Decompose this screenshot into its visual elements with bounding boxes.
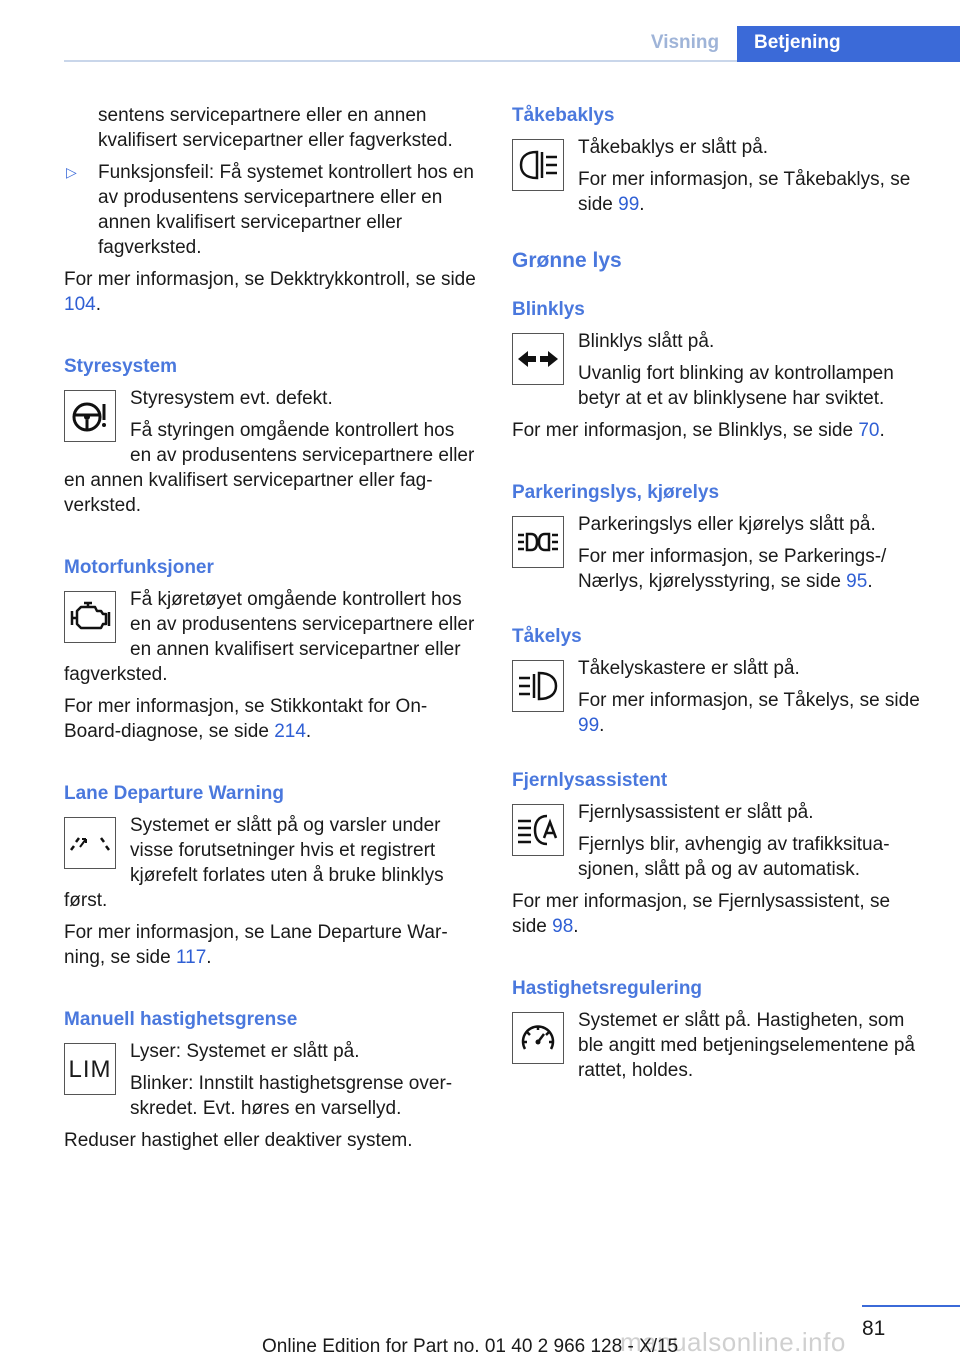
blink-text-1: Blinklys slått på. bbox=[578, 331, 715, 352]
continued-text: sentens servicepartnere eller en annen kvalifisert servicepartner eller fagverksted. bbox=[98, 105, 453, 151]
park-text-1: Parkeringslys eller kjørelys slått på. bbox=[578, 514, 876, 535]
heading-takebaklys: Tåkebaklys bbox=[512, 105, 615, 126]
entry-fjernlysassistent bbox=[512, 800, 928, 882]
heading-takelys: Tåkelys bbox=[512, 626, 582, 647]
entry-motor bbox=[64, 587, 480, 687]
lane-reference: For mer informasjon, se Lane Departure Warning, se side 117. bbox=[64, 922, 448, 968]
entry-hastighetsregulering bbox=[512, 1008, 928, 1083]
footer-rule bbox=[862, 1305, 960, 1307]
entry-takelys bbox=[512, 656, 928, 738]
styre-text-1: Styresystem evt. defekt. bbox=[130, 388, 333, 409]
park-reference: For mer informasjon, se Parkerings-/ Nærlys, kjørelysstyring, se side 95. bbox=[578, 546, 887, 592]
lim-text-1: Lyser: Systemet er slått på. bbox=[130, 1041, 360, 1062]
page-link-70[interactable]: 70 bbox=[858, 420, 880, 441]
rear-fog-text-1: Tåkebaklys er slått på. bbox=[578, 137, 769, 158]
fog-text-1: Tåkelyskastere er slått på. bbox=[578, 658, 800, 679]
heading-manuell-hastighetsgrense: Manuell hastighetsgrense bbox=[64, 1009, 298, 1030]
heading-gronne-lys: Grønne lys bbox=[512, 249, 622, 272]
blink-reference: For mer informasjon, se Blinklys, se side 70. bbox=[512, 420, 885, 441]
heading-fjernlysassistent: Fjernlysassistent bbox=[512, 770, 668, 791]
heading-blinklys: Blinklys bbox=[512, 299, 585, 320]
motor-text-1: Få kjøretøyet omgående kontrollert hos en av produsentens servicepartnere eller en annen kvalifisert servicepartner eller fagverksted. bbox=[64, 589, 475, 685]
blink-text-2: Uvanlig fort blinking av kontrollampen betyr at et av blinklysene har sviktet. bbox=[578, 363, 894, 409]
rear-fog-reference: For mer informasjon, se Tåkebaklys, se side 99. bbox=[578, 169, 911, 215]
page-number: 81 bbox=[862, 1317, 886, 1340]
lane-text-1: Systemet er slått på og varsler under visse forutsetninger hvis et registrert kjørefelt forlates uten å bruke blinklys først. bbox=[64, 815, 444, 911]
rear-fog-light-icon bbox=[512, 139, 564, 191]
page-link-99-rear[interactable]: 99 bbox=[618, 194, 640, 215]
speed-limiter-lim-icon: LIM bbox=[64, 1043, 116, 1095]
page-link-104[interactable]: 104 bbox=[64, 294, 96, 315]
hb-text-1: Fjernlysassistent er slått på. bbox=[578, 802, 814, 823]
page-link-117[interactable]: 117 bbox=[175, 947, 207, 968]
fog-reference: For mer informasjon, se Tåkelys, se side 99. bbox=[578, 690, 920, 736]
entry-styresystem bbox=[64, 386, 480, 518]
high-beam-assist-icon bbox=[512, 804, 564, 856]
lim-text-3: Reduser hastighet eller deaktiver system. bbox=[64, 1130, 413, 1151]
hb-reference: For mer informasjon, se Fjernlysassistent, se side 98. bbox=[512, 891, 891, 937]
lim-text-2: Blinker: Innstilt hastighetsgrense overskredet. Evt. høres en varsellyd. bbox=[130, 1073, 453, 1119]
edition-footer: Online Edition for Part no. 01 40 2 966 128 - X/15 bbox=[262, 1336, 679, 1357]
tpms-reference: For mer informasjon, se Dekktrykkontroll, se side 104. bbox=[64, 269, 476, 315]
hb-text-2: Fjernlys blir, avhengig av trafikksituasjonen, slått på og av automatisk. bbox=[578, 834, 890, 880]
entry-blinklys bbox=[512, 329, 928, 411]
tab-visning[interactable]: Visning bbox=[650, 32, 720, 53]
heading-lane-departure: Lane Departure Warning bbox=[64, 783, 284, 804]
bullet-triangle-icon: ▷ bbox=[66, 164, 77, 180]
styre-text-2: Få styringen omgående kontrollert hos en av produsentens servicepartnere eller en annen kvalifisert servicepartner eller fagverksted. bbox=[64, 420, 475, 516]
cruise-text-1: Systemet er slått på. Hastigheten, som ble angitt med betjeningselementene på rattet, holdes. bbox=[578, 1010, 915, 1081]
parking-lights-icon bbox=[512, 516, 564, 568]
steering-wheel-warning-icon bbox=[64, 390, 116, 442]
entry-rear-fog bbox=[512, 135, 928, 217]
heading-styresystem: Styresystem bbox=[64, 356, 178, 377]
bullet-text: Funksjonsfeil: Få systemet kontrollert hos en av produsentens servicepartnere eller en annen kvalifisert servicepartner eller fagverksted. bbox=[98, 162, 474, 258]
heading-motorfunksjoner: Motorfunksjoner bbox=[64, 557, 214, 578]
right-column bbox=[512, 103, 928, 1083]
turn-signal-arrows-icon bbox=[512, 333, 564, 385]
left-column bbox=[64, 103, 480, 1153]
entry-parkeringslys bbox=[512, 512, 928, 594]
page-link-98[interactable]: 98 bbox=[552, 916, 574, 937]
cruise-control-icon bbox=[512, 1012, 564, 1064]
lane-departure-icon bbox=[64, 817, 116, 869]
heading-parkeringslys: Parkeringslys, kjørelys bbox=[512, 482, 720, 503]
motor-reference: For mer informasjon, se Stikkontakt for On-Board-diagnose, se side 214. bbox=[64, 696, 428, 742]
entry-lim bbox=[64, 1039, 480, 1121]
tab-betjening[interactable]: Betjening bbox=[737, 26, 960, 62]
watermark: manualsonline.info bbox=[620, 1327, 846, 1357]
page-link-214[interactable]: 214 bbox=[274, 721, 306, 742]
front-fog-light-icon bbox=[512, 660, 564, 712]
page-link-95[interactable]: 95 bbox=[846, 571, 868, 592]
engine-check-icon bbox=[64, 591, 116, 643]
heading-hastighetsregulering: Hastighetsregulering bbox=[512, 978, 703, 999]
page-link-99-front[interactable]: 99 bbox=[578, 715, 600, 736]
bullet-item bbox=[64, 160, 480, 260]
entry-lane bbox=[64, 813, 480, 913]
